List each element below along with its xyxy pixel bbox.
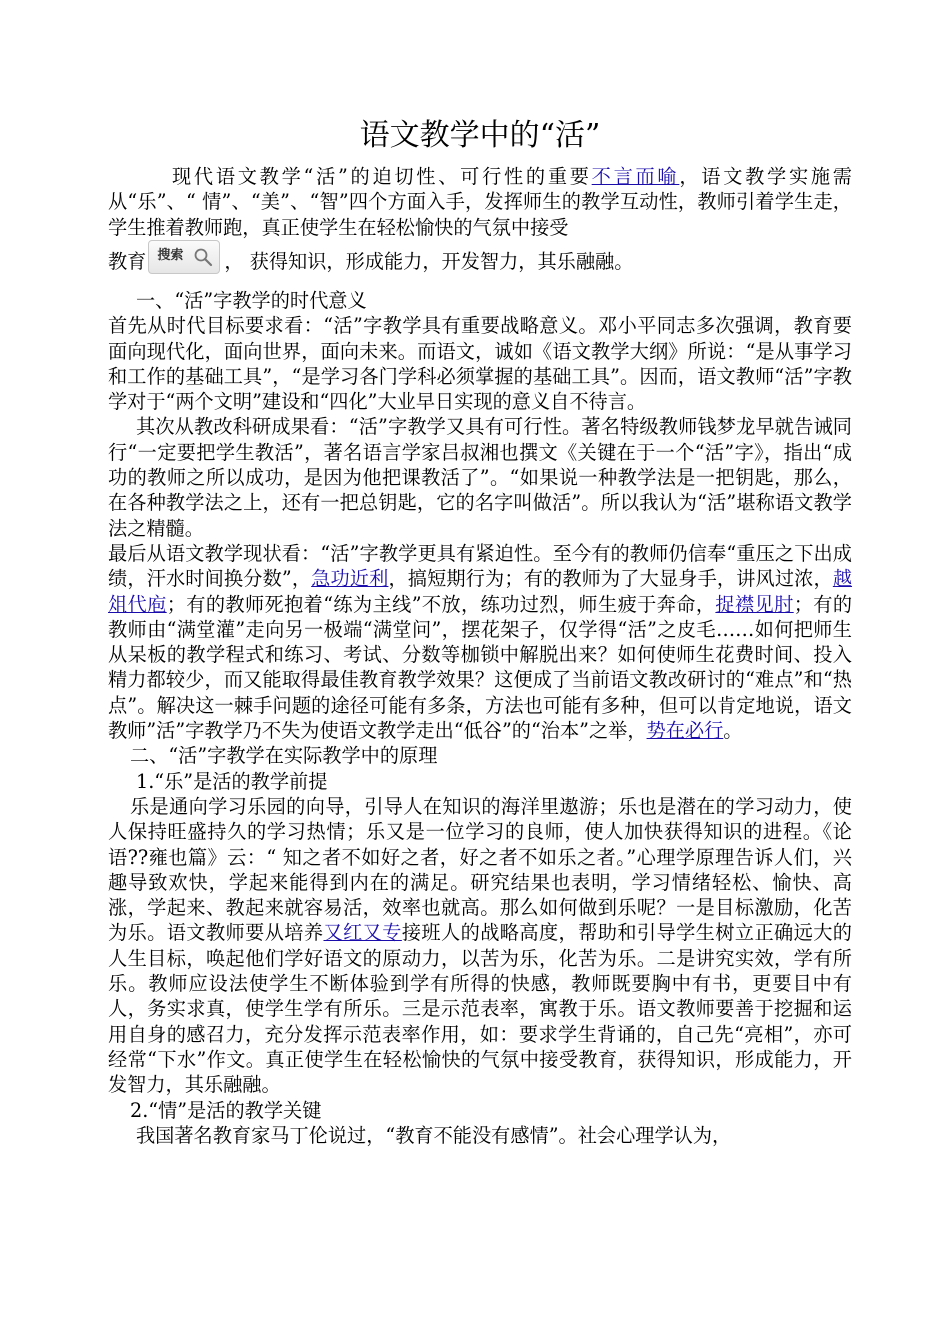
intro-text-b: ，语文教学实施需从“乐”、“ 情”、“美”、“智”四个方面入手，发挥师生的教学互动性，教师引着学生走，学生推着教师跑，真正使学生在轻松愉快的气氛中接受 bbox=[108, 165, 852, 239]
search-button[interactable] bbox=[148, 240, 220, 274]
status-text-a: 最后从语文教学现状看：“活”字教学更具有紧迫性。至今有的教师仍信奉“重压之下出成绩，汗水时间换分数”， bbox=[108, 541, 852, 591]
paragraph-qing: 我国著名教育家马丁伦说过，“教育不能没有感情”。社会心理学认为， bbox=[136, 1123, 732, 1147]
document-title: 语文教学中的“活” bbox=[359, 118, 601, 153]
intro-tail-line bbox=[108, 240, 852, 284]
status-text-d: ；有的教师由“满堂灌”走向另一极端“满堂问”，摆花架子，仅学得“活”之皮毛……如何把师生从呆板的教学程式和练习、考试、分数等枷锁中解脱出来？如何使师生花费时间、投入精力都较少，而又能取得最佳教育教学效果？这便成了当前语文教改研讨的“难点”和“热点”。解决这一棘手问题的途径可能有多条，方法也可能有多种，但可以肯定地说，语文教师”活”字教学乃不失为使语文教学走出“低谷”的“治本”之举， bbox=[108, 592, 853, 743]
intro-text-c: ， 获得知识，形成能力，开发智力，其乐融融。 bbox=[224, 250, 634, 273]
section-heading-2: 二、“活”字教学在实际教学中的原理 bbox=[130, 744, 438, 768]
status-text-e: 。 bbox=[723, 719, 743, 743]
link-jigong-jinli[interactable]: 急功近利 bbox=[311, 567, 389, 591]
subheading-qing: 2.“情”是活的教学关键 bbox=[130, 1098, 322, 1122]
intro-paragraph bbox=[108, 164, 852, 240]
document-body bbox=[108, 288, 852, 1148]
status-text-b: ，搞短期行为；有的教师为了大显身手，讲风过浓， bbox=[388, 567, 833, 591]
status-text-c: ；有的教师死抱着“练为主线”不放，练功过烈，师生疲于奔命， bbox=[166, 592, 716, 616]
paragraph-era-goal: 首先从时代目标要求看：“活”字教学具有重要战略意义。邓小平同志多次强调，教育要面向现代化，面向世界，面向未来。而语文，诚如《语文教学大纲》所说：“是从事学习和工作的基础工具”，“是学习各门学科必须掌握的基础工具”。因而，语文教师“活”字教学对于“两个文明”建设和“四化”大业早日实现的意义自不待言。 bbox=[108, 314, 852, 414]
search-button-label: 搜索 bbox=[157, 248, 184, 263]
magnifier-icon bbox=[193, 247, 213, 267]
le-text-b: 接班人的战略高度，帮助和引导学生树立正确远大的人生目标，唤起他们学好语文的原动力，以苦为乐，化苦为乐。二是讲究实效，学有所乐。教师应设法使学生不断体验到学有所得的快感，教师既要胸中有书，更要目中有人，务实求真，使学生学有所乐。三是示范表率，寓教于乐。语文教师要善于挖掘和运用自身的感召力，充分发挥示范表率作用，如：要求学生背诵的，自己先“亮相”，亦可经常“下水”作文。真正使学生在轻松愉快的气氛中接受教育，获得知识，形成能力，开发智力，其乐融融。 bbox=[108, 921, 852, 1097]
link-yuezu-daipao[interactable]: 越俎代庖 bbox=[108, 567, 853, 616]
link-youhong-youzhuan[interactable]: 又红又专 bbox=[323, 921, 402, 945]
document-page bbox=[108, 110, 852, 239]
le-text-a: 乐是通向学习乐园的向导，引导人在知识的海洋里遨游；乐也是潜在的学习动力，使人保持旺盛持久的学习热情；乐又是一位学习的良师，使人加快获得知识的进程。《论语??雍也篇》云：“ 知之者不如好之者，好之者不如乐之者。”心理学原理告诉人们，兴趣导致欢快，学起来能得到内在的满足。研究结果也表明，学习情绪轻松、愉快、高涨，学起来、教起来就容易活，效率也就高。那么如何做到乐呢？一是目标激励，化苦为乐。语文教师要从培养 bbox=[108, 794, 852, 945]
paragraph-le bbox=[108, 794, 852, 1098]
paragraph-status bbox=[108, 541, 852, 743]
subheading-le: 1.“乐”是活的教学前提 bbox=[136, 769, 328, 793]
link-shizai-bixing[interactable]: 势在必行 bbox=[646, 719, 724, 743]
link-buyan-eryu[interactable]: 不言而喻 bbox=[591, 165, 680, 188]
intro-text-a: 现代语文教学“活”的迫切性、可行性的重要 bbox=[172, 165, 592, 188]
intro-text-edu: 教育 bbox=[108, 250, 147, 273]
link-zhuojin-jianzhou[interactable]: 捉襟见肘 bbox=[715, 592, 794, 616]
paragraph-research: 其次从教改科研成果看：“活”字教学又具有可行性。著名特级教师钱梦龙早就告诫同行“一定要把学生教活”，著名语言学家吕叔湘也撰文《关键在于一个“活”字》，指出“成功的教师之所以成功，是因为他把课教活了”。“如果说一种教学法是一把钥匙，那么，在各种教学法之上，还有一把总钥匙，它的名字叫做活”。所以我认为“活”堪称语文教学法之精髓。 bbox=[108, 415, 852, 540]
section-heading-1: 一、“活”字教学的时代意义 bbox=[136, 289, 367, 312]
intro-tail bbox=[108, 238, 852, 284]
